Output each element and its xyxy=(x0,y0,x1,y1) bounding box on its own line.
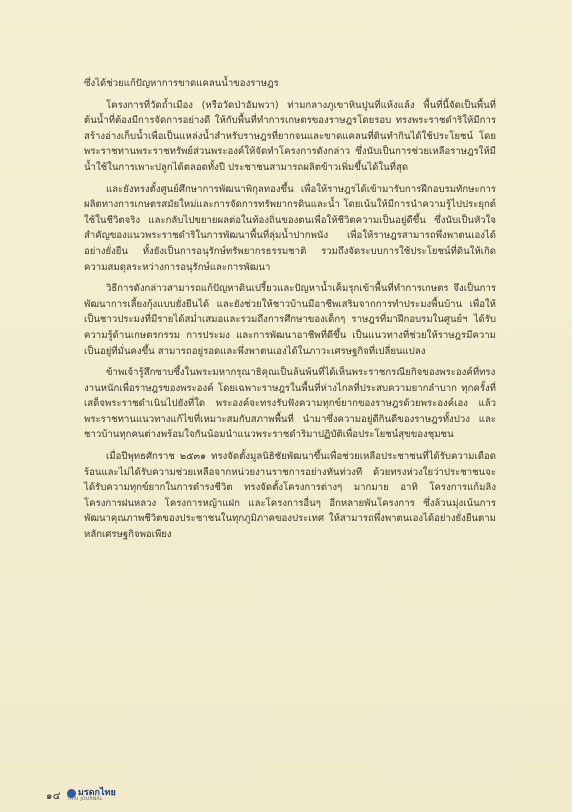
paragraph: ข้าพเจ้ารู้สึกซาบซึ้งในพระมหากรุณาธิคุณเป็นล้นพ้นที่ได้เห็นพระราชกรณียกิจของพระองค์ที่ทรงงานหนักเพื่อราษฎรของพระองค์ โดยเฉพาะราษฎรในพื้นที่ห่างไกลที่ประสบความยากลำบาก ทุกครั้งที่เสด็จพระราชดำเนินไปยังที่ใด พระองค์จะทรงรับฟังความทุกข์ยากของราษฎรด้วยพระองค์เอง แล้วพระราชทานแนวทางแก้ไขที่เหมาะสมกับสภาพพื้นที่ นำมาซึ่งความอยู่ดีกินดีของราษฎรทั้งปวง และชาวบ้านทุกคนต่างพร้อมใจกันน้อมนำแนวพระราชดำริมาปฏิบัติเพื่อประโยชน์สุขของชุมชน xyxy=(84,367,496,441)
page-number: ๑๔ xyxy=(46,790,61,802)
paragraph: เมื่อปีพุทธศักราช ๒๕๓๑ ทรงจัดตั้งมูลนิธิชัยพัฒนาขึ้นเพื่อช่วยเหลือประชาชนที่ได้รับความเดือดร้อนและไม่ได้รับความช่วยเหลือจากหน่วยงานราชการอย่างทันท่วงที ด้วยทรงห่วงใยว่าประชาชนจะได้รับความทุกข์ยากในการดำรงชีวิต ทรงจัดตั้งโครงการต่างๆ มากมาย อาทิ โครงการแก้มลิง โครงการฝนหลวง โครงการหญ้าแฝก และโครงการอื่นๆ อีกหลายพันโครงการ ซึ่งล้วนมุ่งเน้นการพัฒนาคุณภาพชีวิตของประชาชนในทุกภูมิภาคของประเทศ ให้สามารถพึ่งพาตนเองได้อย่างยั่งยืนตามหลักเศรษฐกิจพอเพียง xyxy=(84,451,496,541)
paragraph: วิธีการดังกล่าวสามารถแก้ปัญหาดินเปรี้ยวและปัญหาน้ำเค็มรุกเข้าพื้นที่ทำการเกษตร จึงเป็นการพัฒนาการเลี้ยงกุ้งแบบยั่งยืนได้ และยังช่วยให้ชาวบ้านมีอาชีพเสริมจากการทำประมงพื้นบ้าน เพื่อให้เป็นชาวประมงที่มีรายได้สม่ำเสมอและรวมถึงการศึกษาของเด็กๆ ราษฎรที่มาฝึกอบรมในศูนย์ฯ ได้รับความรู้ด้านเกษตรกรรม การประมง และการพัฒนาอาชีพที่ดีขึ้น เป็นแนวทางที่ช่วยให้ราษฎรมีความเป็นอยู่ที่มั่นคงขึ้น สามารถอยู่รอดและพึ่งพาตนเองได้ในภาวะเศรษฐกิจที่เปลี่ยนแปลง xyxy=(84,283,496,357)
publication-logo xyxy=(67,789,116,803)
page-footer xyxy=(46,789,116,803)
paragraph: ซึ่งได้ช่วยแก้ปัญหาการขาดแคลนน้ำของราษฎร xyxy=(84,78,279,89)
paragraph: และยังทรงตั้งศูนย์ศึกษาการพัฒนาพิกุลทองขึ้น เพื่อให้ราษฎรได้เข้ามารับการฝึกอบรมทักษะการผลิตทางการเกษตรสมัยใหม่และการจัดการทรัพยากรดินและน้ำ โดยเน้นให้มีการนำความรู้ไปประยุกต์ใช้ในชีวิตจริง และกลับไปขยายผลต่อในท้องถิ่นของตนเพื่อให้ชีวิตความเป็นอยู่ดีขึ้น ซึ่งนับเป็นหัวใจสำคัญของแนวพระราชดำริในการพัฒนาพื้นที่ลุ่มน้ำปากพนัง เพื่อให้ราษฎรสามารถพึ่งพาตนเองได้อย่างยั่งยืน ทั้งยังเป็นการอนุรักษ์ทรัพยากรธรรมชาติ รวมถึงจัดระบบการใช้ประโยชน์ที่ดินให้เกิดความสมดุลระหว่างการอนุรักษ์และการพัฒนา xyxy=(84,183,496,273)
logo-title: มรดกไทย xyxy=(77,788,116,799)
logo-subtitle: THAI JOURNAL xyxy=(66,797,103,803)
paragraph: โครงการที่วัดถ้ำเมือง (หรือวัดป่าอัมพวา) ท่ามกลางภูเขาหินปูนที่แห้งแล้ง พื้นที่นี้จัดเป็นพื้นที่ต้นน้ำที่ต้องมีการจัดการอย่างดี ให้กับพื้นที่ทำการเกษตรของราษฎรโดยรอบ ทรงพระราชดำริให้มีการสร้างอ่างเก็บน้ำเพื่อเป็นแหล่งน้ำสำหรับราษฎรที่ยากจนและขาดแคลนที่ดินทำกินได้ใช้ประโยชน์ โดยพระราชทานพระราชทรัพย์ส่วนพระองค์ให้จัดทำโครงการดังกล่าว ซึ่งนับเป็นการช่วยเหลือราษฎรให้มีน้ำใช้ในการเพาะปลูกได้ตลอดทั้งปี ประชาชนสามารถผลิตข้าวเพิ่มขึ้นได้ในที่สุด xyxy=(84,99,496,173)
article-body xyxy=(84,76,496,549)
